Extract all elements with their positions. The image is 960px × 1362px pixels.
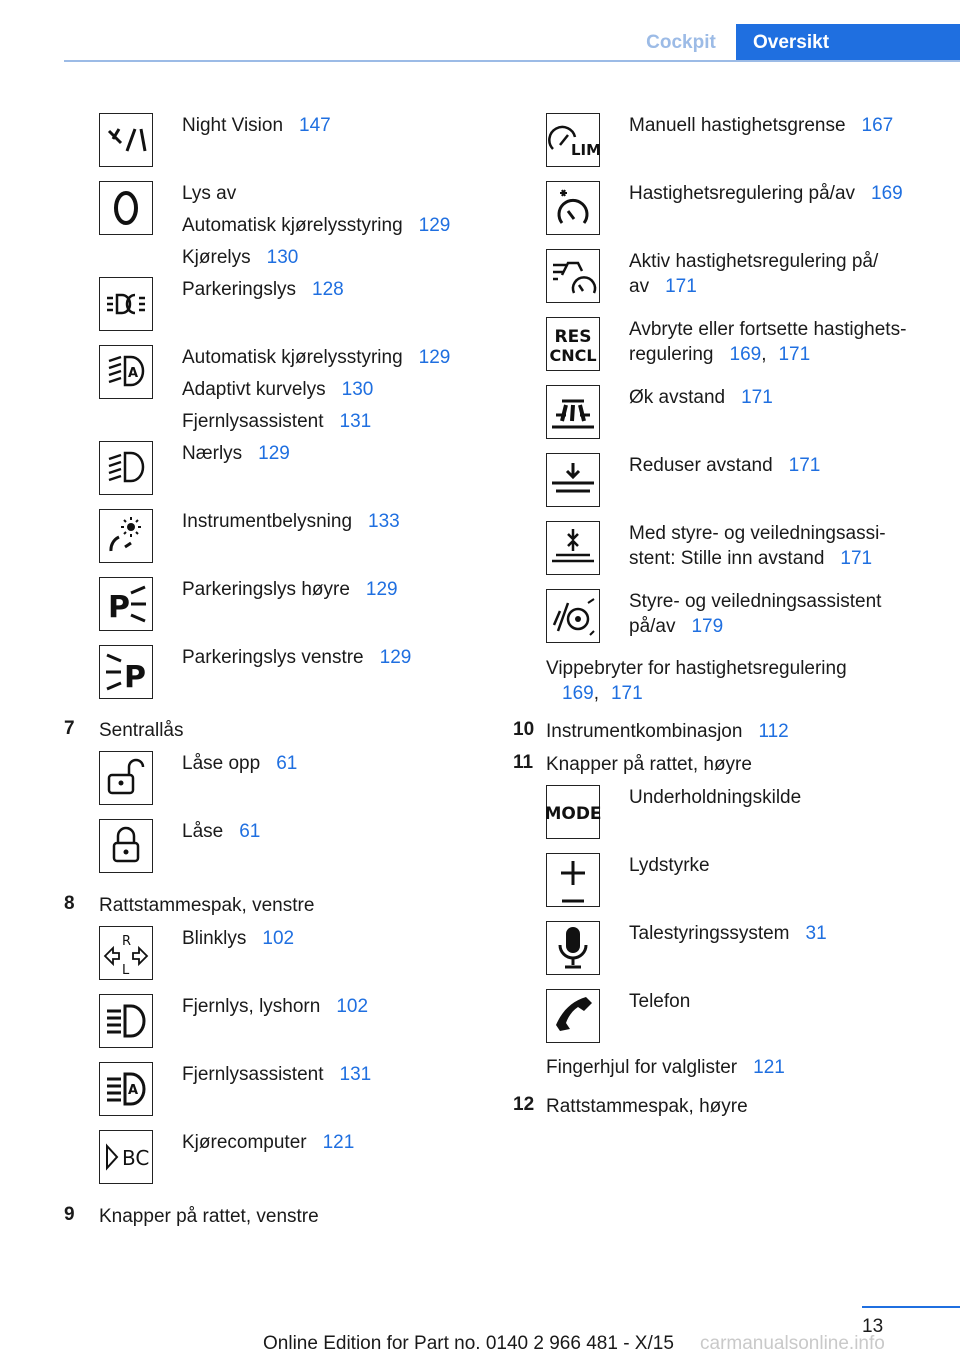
item-line <box>182 751 297 776</box>
section-title-text: Sentrallås <box>99 720 184 741</box>
item-label: Fjernlys, lyshorn <box>182 996 321 1017</box>
page-reference-link[interactable]: 171 <box>778 344 811 365</box>
item-line <box>182 441 290 466</box>
svg-text:LIM: LIM <box>571 141 602 159</box>
lock-icon <box>99 819 153 873</box>
edition-text: Online Edition for Part no. 0140 2 966 481 - X/15 <box>263 1333 674 1354</box>
item-text <box>182 645 411 677</box>
active-cruise-icon <box>546 249 600 303</box>
svg-text:CNCL: CNCL <box>549 346 597 365</box>
page-reference-link[interactable]: 171 <box>840 548 873 569</box>
auto-headlight-icon <box>99 345 153 399</box>
svg-text:RES: RES <box>554 327 592 347</box>
section-number: 9 <box>64 1204 75 1225</box>
item-text <box>182 277 344 309</box>
low-beam-icon <box>99 441 153 495</box>
item-label: Instrumentbelysning <box>182 511 353 532</box>
item-line <box>629 342 906 367</box>
page-reference-link[interactable]: 171 <box>665 276 697 297</box>
item-line <box>629 317 906 342</box>
item-line <box>182 113 331 138</box>
item-text <box>629 249 878 299</box>
item-text <box>182 1130 354 1162</box>
item-label: Øk avstand <box>629 387 726 408</box>
item-line <box>182 819 260 844</box>
item-line <box>182 645 411 670</box>
item-text <box>182 113 331 145</box>
page-reference-link[interactable]: 129 <box>365 579 398 600</box>
item-line <box>629 249 878 274</box>
page-reference-link[interactable]: 121 <box>322 1132 355 1153</box>
item-line <box>629 546 886 571</box>
section-title <box>546 752 752 777</box>
item-label: Adaptivt kurvelys <box>182 379 326 400</box>
high-beam-assistant-icon <box>99 1062 153 1116</box>
svg-text:BC: BC <box>122 1146 150 1170</box>
item-text <box>182 819 260 851</box>
page-reference-link[interactable]: 169 <box>871 183 903 204</box>
page-reference-link[interactable]: 128 <box>312 279 344 300</box>
item-label: Reduser avstand <box>629 455 773 476</box>
unlock-icon <box>99 751 153 805</box>
page-reference-link[interactable]: 171 <box>741 387 773 408</box>
item-label: Talestyringssystem <box>629 923 790 944</box>
rocker-switch-text <box>546 656 847 706</box>
item-line <box>182 377 450 402</box>
item-line <box>629 385 773 410</box>
item-label: på/av <box>629 616 676 637</box>
lights-off-icon <box>99 181 153 235</box>
item-line <box>182 1130 354 1155</box>
svg-text:P: P <box>124 660 146 695</box>
item-line <box>629 113 893 138</box>
item-line <box>182 181 450 206</box>
tab-oversikt[interactable]: Oversikt <box>736 24 960 61</box>
item-label: Parkeringslys venstre <box>182 647 364 668</box>
item-text <box>629 521 886 571</box>
item-line <box>182 213 450 238</box>
item-line <box>182 277 344 302</box>
section-title <box>99 1204 319 1229</box>
item-line <box>629 274 878 299</box>
item-text <box>182 181 450 277</box>
page-header <box>0 0 960 64</box>
page-reference-link[interactable]: 61 <box>239 821 261 842</box>
page-reference-link[interactable]: 171 <box>610 683 643 704</box>
item-label: Kjørelys <box>182 247 251 268</box>
instrument-lighting-icon <box>99 509 153 563</box>
page-reference-link[interactable]: 129 <box>258 443 290 464</box>
item-label: Manuell hastighetsgrense <box>629 115 846 136</box>
page-reference-link[interactable]: 133 <box>368 511 400 532</box>
item-line <box>629 989 690 1014</box>
page-reference-link[interactable]: 129 <box>418 215 451 236</box>
section-title <box>99 718 184 743</box>
section-title <box>546 1094 748 1119</box>
page-reference-link[interactable]: 131 <box>339 411 372 432</box>
phone-icon <box>546 989 600 1043</box>
item-line <box>629 921 827 946</box>
item-label: Kjørecomputer <box>182 1132 307 1153</box>
increase-distance-icon <box>546 385 600 439</box>
volume-icon <box>546 853 600 907</box>
item-line <box>629 589 881 614</box>
svg-text:A: A <box>127 366 139 381</box>
item-text <box>629 181 903 213</box>
steering-assistant-icon <box>546 589 600 643</box>
item-text <box>182 994 368 1026</box>
item-label: Underholdningskilde <box>629 787 802 808</box>
item-line <box>182 994 368 1019</box>
item-text <box>629 317 906 367</box>
item-line <box>182 1062 371 1087</box>
svg-text:R: R <box>122 934 132 949</box>
item-label: Fjernlysassistent <box>182 1064 324 1085</box>
item-label: av <box>629 276 650 297</box>
section-number: 7 <box>64 718 75 739</box>
item-text <box>182 345 450 441</box>
svg-text:MODE: MODE <box>544 804 602 824</box>
item-label: Parkeringslys <box>182 279 297 300</box>
section-title-text: Knapper på rattet, høyre <box>546 754 752 775</box>
item-line <box>629 785 801 810</box>
svg-text:P: P <box>108 590 130 625</box>
item-label: Med styre- og veiledningsassi- <box>629 523 886 544</box>
reduce-distance-icon <box>546 453 600 507</box>
item-line <box>629 453 820 478</box>
board-computer-icon <box>99 1130 153 1184</box>
tab-cockpit[interactable]: Cockpit <box>646 32 716 53</box>
item-text <box>629 113 893 145</box>
item-label: Automatisk kjørelysstyring <box>182 347 403 368</box>
item-label: Blinklys <box>182 928 247 949</box>
turn-signal-icon <box>99 926 153 980</box>
page-reference-link[interactable]: 129 <box>418 347 451 368</box>
parking-lights-icon <box>99 277 153 331</box>
item-text <box>182 926 294 958</box>
section-number: 8 <box>64 893 75 914</box>
item-text <box>182 577 398 609</box>
page-reference-link[interactable]: 147 <box>299 115 331 136</box>
item-text <box>629 385 773 417</box>
footer-rule <box>862 1306 960 1308</box>
rocker-label: Vippebryter for hastighetsregulering <box>546 658 847 679</box>
page-reference-link[interactable]: 121 <box>753 1057 785 1078</box>
page-reference-link[interactable]: 61 <box>276 753 298 774</box>
rocker-refs <box>546 681 847 706</box>
item-label: Telefon <box>629 991 691 1012</box>
page-reference-link[interactable]: 131 <box>339 1064 372 1085</box>
item-label: regulering <box>629 344 714 365</box>
microphone-icon <box>546 921 600 975</box>
item-text <box>182 509 400 541</box>
page-reference-link[interactable]: 130 <box>266 247 299 268</box>
section-number: 11 <box>513 752 534 773</box>
item-label: stent: Stille inn avstand <box>629 548 825 569</box>
section-number: 10 <box>513 719 535 740</box>
item-text <box>629 989 690 1021</box>
item-label: Parkeringslys høyre <box>182 579 350 600</box>
item-line <box>629 521 886 546</box>
speed-limiter-icon <box>546 113 600 167</box>
item-label: Nærlys <box>182 443 243 464</box>
item-text <box>182 441 290 473</box>
cruise-control-icon <box>546 181 600 235</box>
item-line <box>182 926 294 951</box>
item-line <box>629 181 903 206</box>
high-beam-icon <box>99 994 153 1048</box>
section-title-text: Knapper på rattet, venstre <box>99 1206 319 1227</box>
section-title <box>99 893 314 918</box>
set-distance-icon <box>546 521 600 575</box>
section-title <box>546 719 789 744</box>
page-reference-link[interactable]: 102 <box>262 928 295 949</box>
page-reference-link[interactable]: 102 <box>336 996 369 1017</box>
thumbwheel-label: Fingerhjul for valglister <box>546 1057 738 1078</box>
item-text <box>629 453 820 485</box>
page-reference-link[interactable]: 130 <box>341 379 374 400</box>
item-label: Fjernlysassistent <box>182 411 324 432</box>
item-text <box>629 785 801 817</box>
item-label: Night Vision <box>182 115 284 136</box>
page-reference-link[interactable]: 179 <box>691 616 724 637</box>
section-number: 12 <box>513 1094 535 1115</box>
item-line <box>182 409 450 434</box>
item-text <box>182 751 297 783</box>
ref-separator: , <box>761 344 767 365</box>
night-vision-icon <box>99 113 153 167</box>
ref-separator: , <box>593 683 599 704</box>
item-line <box>629 614 881 639</box>
svg-text:A: A <box>127 1083 139 1098</box>
page-reference-link[interactable]: 129 <box>379 647 412 668</box>
page-reference-link[interactable]: 169 <box>562 683 594 704</box>
item-label: Styre- og veiledningsassistent <box>629 591 882 612</box>
item-label: Hastighetsregulering på/av <box>629 183 856 204</box>
item-line <box>182 577 398 602</box>
item-label: Automatisk kjørelysstyring <box>182 215 403 236</box>
item-label: Avbryte eller fortsette hastighets- <box>629 319 907 340</box>
thumbwheel-text <box>546 1055 785 1080</box>
item-label: Lydstyrke <box>629 855 710 876</box>
watermark: carmanualsonline.info <box>700 1333 885 1354</box>
item-line <box>182 345 450 370</box>
svg-text:L: L <box>122 963 130 978</box>
item-line <box>182 509 400 534</box>
item-text <box>629 853 710 885</box>
item-text <box>182 1062 371 1094</box>
page-number: 13 <box>862 1316 884 1337</box>
page-reference-link[interactable]: 169 <box>729 344 762 365</box>
item-text <box>629 589 881 639</box>
mode-icon <box>546 785 600 839</box>
page-reference-link[interactable]: 31 <box>805 923 827 944</box>
section-title-text: Rattstammespak, høyre <box>546 1096 748 1117</box>
item-text <box>629 921 827 953</box>
item-label: Aktiv hastighetsregulering på/ <box>629 251 879 272</box>
item-label: Lys av <box>182 183 237 204</box>
item-line <box>629 853 710 878</box>
item-label: Låse opp <box>182 753 261 774</box>
page-reference-link[interactable]: 112 <box>758 721 789 742</box>
item-line <box>182 245 450 270</box>
header-rule <box>64 60 960 62</box>
res-cncl-icon <box>546 317 600 371</box>
section-title-text: Rattstammespak, venstre <box>99 895 315 916</box>
parking-light-right-icon <box>99 577 153 631</box>
page-reference-link[interactable]: 171 <box>788 455 821 476</box>
page-reference-link[interactable]: 167 <box>861 115 894 136</box>
parking-light-left-icon <box>99 645 153 699</box>
item-label: Låse <box>182 821 224 842</box>
section-title-text: Instrumentkombinasjon <box>546 721 743 742</box>
